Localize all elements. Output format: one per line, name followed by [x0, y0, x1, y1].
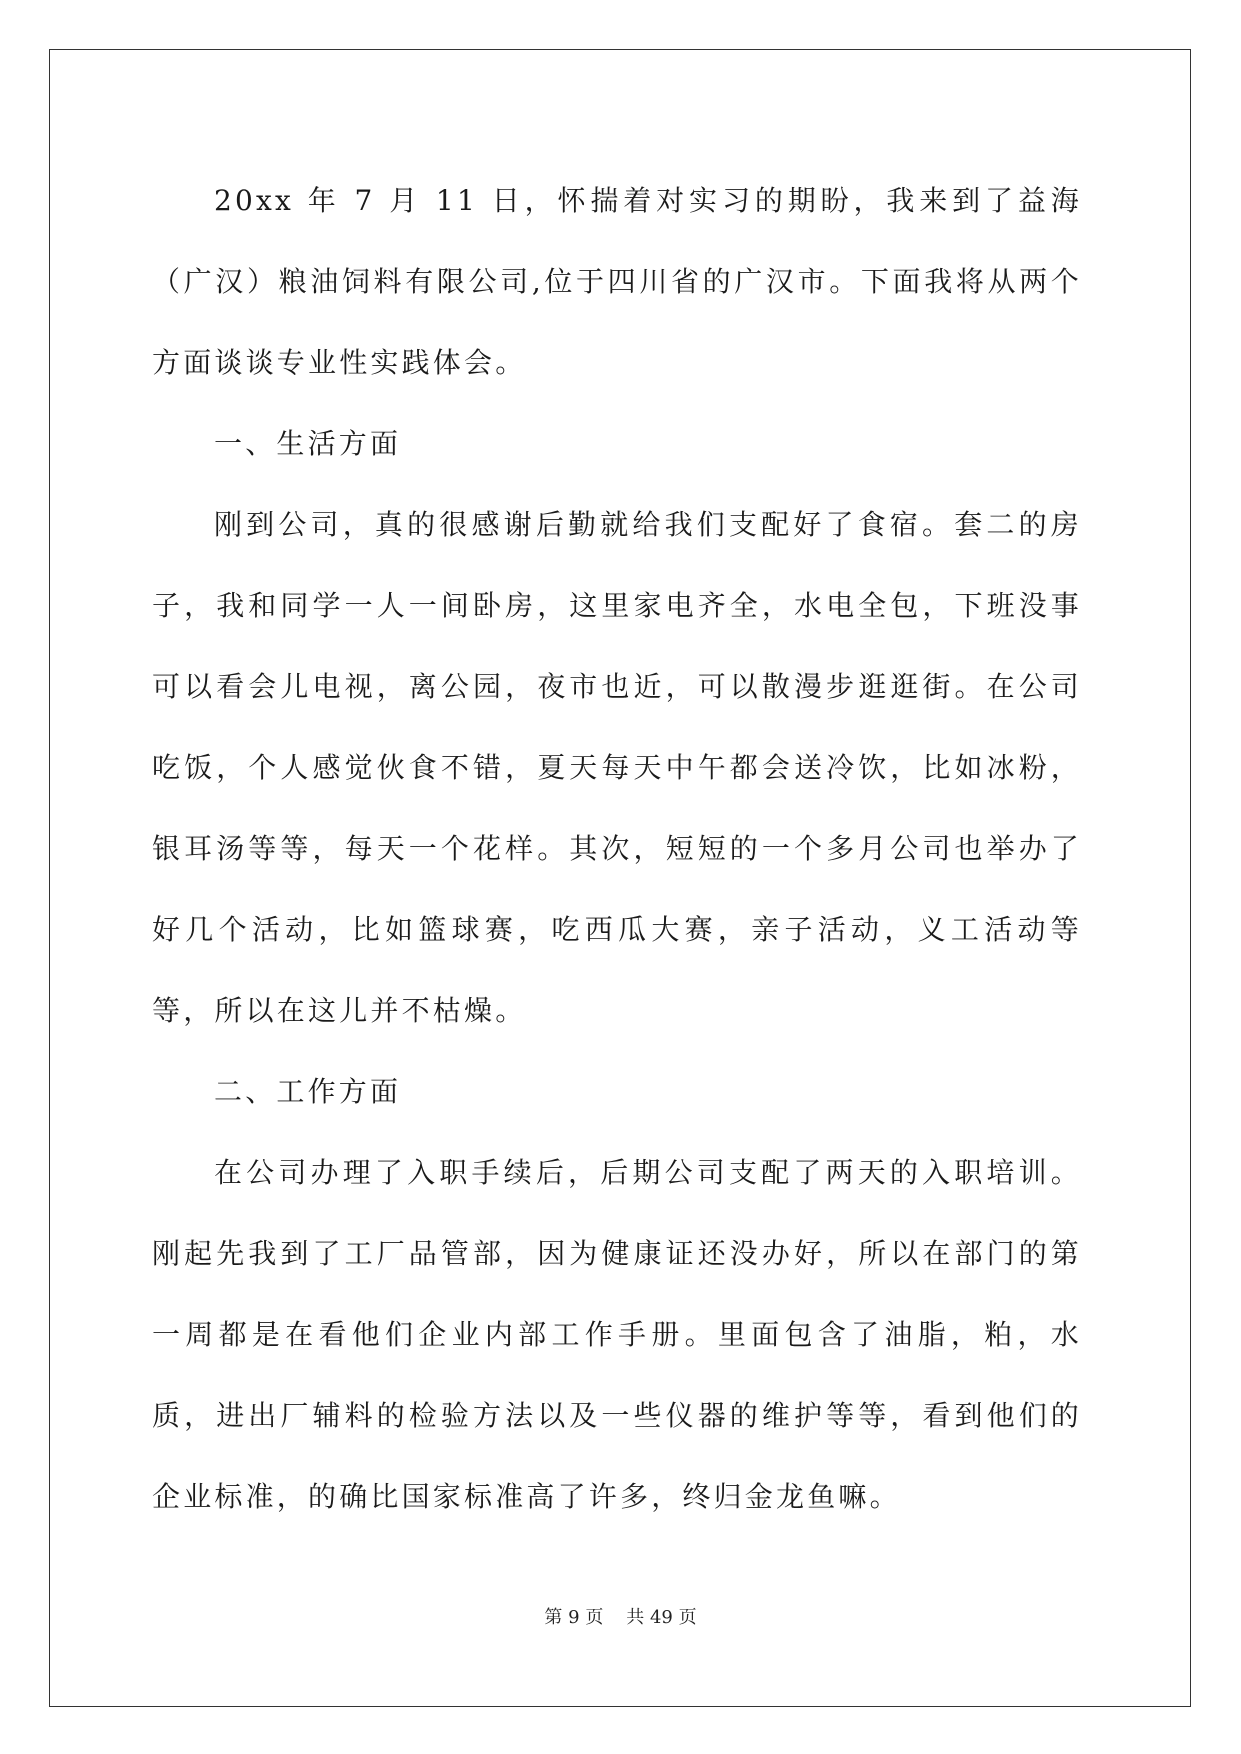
section-heading-life: 一、生活方面: [214, 427, 402, 460]
document-body: [152, 160, 1082, 1537]
paragraph-life: 刚到公司，真的很感谢后勤就给我们支配好了食宿。套二的房子，我和同学一人一间卧房，这里家电齐全，水电全包，下班没事可以看会儿电视，离公园，夜市也近，可以散漫步逛逛街。在公司吃饭，个人感觉伙食不错，夏天每天中午都会送冷饮，比如冰粉，银耳汤等等，每天一个花样。其次，短短的一个多月公司也举办了好几个活动，比如篮球赛，吃西瓜大赛，亲子活动，义工活动等等，所以在这儿并不枯燥。: [152, 508, 1082, 1027]
page-total: 共 49 页: [626, 1607, 697, 1628]
page-footer: [0, 1603, 1241, 1629]
paragraph-work: 在公司办理了入职手续后，后期公司支配了两天的入职培训。刚起先我到了工厂品管部，因为健康证还没办好，所以在部门的第一周都是在看他们企业内部工作手册。里面包含了油脂，粕，水质，进出厂辅料的检验方法以及一些仪器的维护等等，看到他们的企业标准，的确比国家标准高了许多，终归金龙鱼嘛。: [152, 1156, 1082, 1513]
page-number: 第 9 页: [544, 1607, 604, 1628]
section-heading-work: 二、工作方面: [214, 1075, 402, 1108]
paragraph-intro: 20xx 年 7 月 11 日，怀揣着对实习的期盼，我来到了益海（广汉）粮油饲料有限公司,位于四川省的广汉市。下面我将从两个方面谈谈专业性实践体会。: [152, 184, 1082, 379]
